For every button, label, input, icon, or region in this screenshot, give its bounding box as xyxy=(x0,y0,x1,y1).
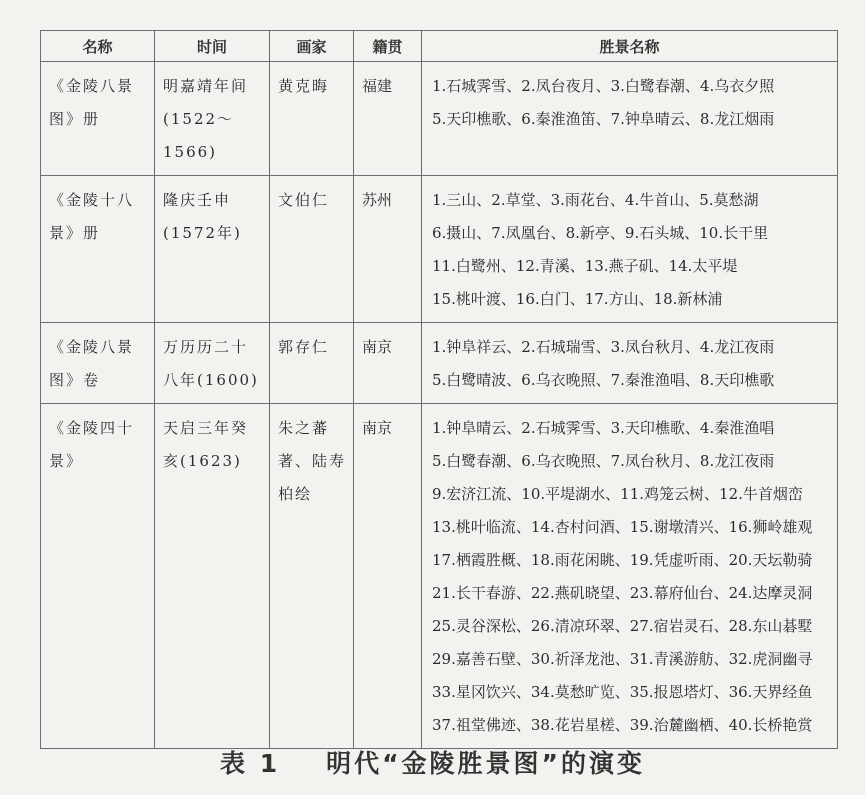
cell-painter xyxy=(270,323,354,404)
cell-time xyxy=(155,323,270,404)
cell-time xyxy=(155,176,270,323)
table-caption xyxy=(0,744,865,780)
cell-time xyxy=(155,62,270,176)
header-time: 时间 xyxy=(155,31,270,62)
scene-line: 1.钟阜晴云、2.石城霁雪、3.天印樵歌、4.秦淮渔唱 xyxy=(432,419,775,437)
scene-line: 29.嘉善石壁、30.祈泽龙池、31.青溪游舫、32.虎洞幽寻 xyxy=(432,650,813,668)
cell-time-text: 天启三年癸亥(1623) xyxy=(163,419,249,470)
cell-origin-text: 苏州 xyxy=(362,191,393,209)
scene-line: 33.星冈饮兴、34.莫愁旷览、35.报恩塔灯、36.天界经鱼 xyxy=(432,683,813,701)
table-header-row xyxy=(41,31,838,62)
scene-line: 5.白鹭晴波、6.乌衣晚照、7.秦淮渔唱、8.天印樵歌 xyxy=(432,371,775,389)
cell-painter-text: 文伯仁 xyxy=(278,191,330,209)
cell-origin-text: 南京 xyxy=(362,338,393,356)
scene-list xyxy=(422,62,837,142)
cell-time-text: 隆庆壬申(1572年) xyxy=(163,191,242,242)
header-name: 名称 xyxy=(41,31,155,62)
cell-name-text: 《金陵八景图》册 xyxy=(49,77,135,128)
scene-line: 37.祖堂佛迹、38.花岩星槎、39.治麓幽栖、40.长桥艳赏 xyxy=(432,716,813,734)
scene-line: 5.白鹭春潮、6.乌衣晚照、7.凤台秋月、8.龙江夜雨 xyxy=(432,452,775,470)
header-painter: 画家 xyxy=(270,31,354,62)
cell-name xyxy=(41,323,155,404)
scene-line: 11.白鹭州、12.青溪、13.燕子矶、14.太平堤 xyxy=(432,257,738,275)
scene-line: 9.宏济江流、10.平堤湖水、11.鸡笼云树、12.牛首烟峦 xyxy=(432,485,803,503)
cell-origin xyxy=(354,404,422,749)
header-scenes: 胜景名称 xyxy=(422,31,838,62)
scene-list xyxy=(422,176,837,322)
scene-line: 6.摄山、7.凤凰台、8.新亭、9.石头城、10.长干里 xyxy=(432,224,769,242)
cell-scenes xyxy=(422,62,838,176)
scene-line: 1.钟阜祥云、2.石城瑞雪、3.凤台秋月、4.龙江夜雨 xyxy=(432,338,775,356)
table-row xyxy=(41,323,838,404)
caption-label: 表 1 xyxy=(220,749,281,778)
cell-painter-text: 朱之蕃著、陆寿柏绘 xyxy=(278,419,347,503)
cell-scenes xyxy=(422,404,838,749)
cell-origin xyxy=(354,323,422,404)
cell-time xyxy=(155,404,270,749)
cell-origin-text: 福建 xyxy=(362,77,393,95)
cell-origin-text: 南京 xyxy=(362,419,393,437)
evolution-table xyxy=(40,30,838,749)
cell-painter xyxy=(270,176,354,323)
table-row xyxy=(41,62,838,176)
cell-name-text: 《金陵四十景》 xyxy=(49,419,135,470)
scene-line: 17.栖霞胜概、18.雨花闲眺、19.凭虚听雨、20.天坛勒骑 xyxy=(432,551,813,569)
cell-painter-text: 黄克晦 xyxy=(278,77,330,95)
cell-name xyxy=(41,62,155,176)
cell-time-text: 明嘉靖年间(1522～1566) xyxy=(163,77,249,161)
cell-scenes xyxy=(422,323,838,404)
cell-painter xyxy=(270,404,354,749)
evolution-table-container xyxy=(40,30,837,749)
scene-line: 5.天印樵歌、6.秦淮渔笛、7.钟阜晴云、8.龙江烟雨 xyxy=(432,110,775,128)
scene-line: 13.桃叶临流、14.杏村问酒、15.谢墩清兴、16.狮岭雄观 xyxy=(432,518,813,536)
table-row xyxy=(41,404,838,749)
scene-line: 1.石城霁雪、2.凤台夜月、3.白鹭春潮、4.乌衣夕照 xyxy=(432,77,775,95)
header-origin: 籍贯 xyxy=(354,31,422,62)
scene-line: 15.桃叶渡、16.白门、17.方山、18.新林浦 xyxy=(432,290,723,308)
cell-origin xyxy=(354,62,422,176)
cell-painter xyxy=(270,62,354,176)
cell-origin xyxy=(354,176,422,323)
cell-time-text: 万历历二十八年(1600) xyxy=(163,338,259,389)
cell-painter-text: 郭存仁 xyxy=(278,338,330,356)
table-body xyxy=(41,62,838,749)
scene-line: 25.灵谷深松、26.清凉环翠、27.宿岩灵石、28.东山碁墅 xyxy=(432,617,813,635)
cell-name-text: 《金陵八景图》卷 xyxy=(49,338,135,389)
scene-line: 21.长干春游、22.燕矶晓望、23.幕府仙台、24.达摩灵洞 xyxy=(432,584,813,602)
scene-list xyxy=(422,323,837,403)
scene-list xyxy=(422,404,837,748)
caption-title: 明代“金陵胜景图”的演变 xyxy=(326,749,645,778)
cell-name xyxy=(41,404,155,749)
scene-line: 1.三山、2.草堂、3.雨花台、4.牛首山、5.莫愁湖 xyxy=(432,191,759,209)
cell-scenes xyxy=(422,176,838,323)
table-row xyxy=(41,176,838,323)
cell-name xyxy=(41,176,155,323)
cell-name-text: 《金陵十八景》册 xyxy=(49,191,135,242)
